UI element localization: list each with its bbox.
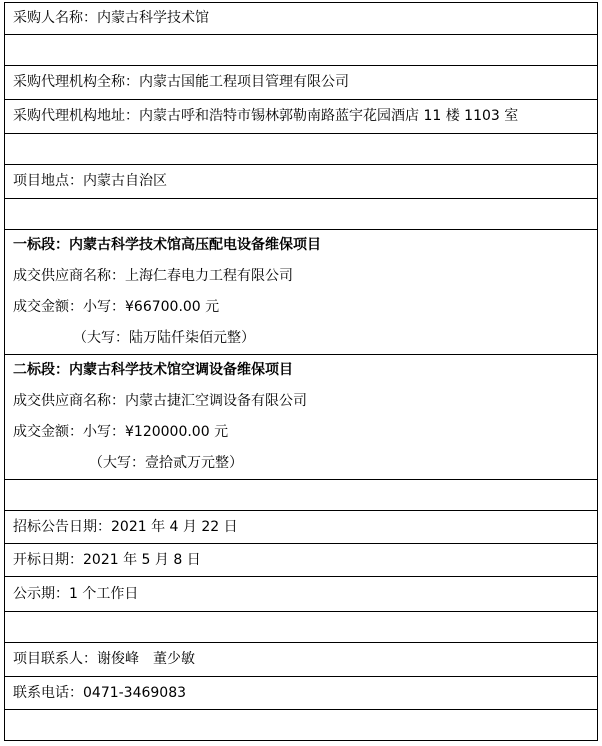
publicity-period-row <box>5 577 597 612</box>
empty-row <box>5 612 597 643</box>
lot1-supplier: 成交供应商名称：上海仁春电力工程有限公司 <box>13 268 293 284</box>
publicity-period-text: 公示期：1 个工作日 <box>13 586 139 602</box>
empty-row <box>5 35 597 66</box>
empty-row <box>5 199 597 230</box>
phone-row <box>5 677 597 710</box>
agent-address-row <box>5 100 597 134</box>
agent-name-text: 采购代理机构全称：内蒙古国能工程项目管理有限公司 <box>13 74 349 90</box>
announcement-table <box>4 2 598 741</box>
lot1-title: 一标段：内蒙古科学技术馆高压配电设备维保项目 <box>13 237 321 253</box>
announce-date-text: 招标公告日期：2021 年 4 月 22 日 <box>13 519 238 535</box>
agent-name-row <box>5 66 597 100</box>
empty-row <box>5 134 597 165</box>
contacts-row <box>5 643 597 677</box>
project-location-row <box>5 165 597 199</box>
lot2-supplier: 成交供应商名称：内蒙古捷汇空调设备有限公司 <box>13 393 307 409</box>
open-date-row <box>5 544 597 577</box>
empty-row <box>5 480 597 511</box>
lot2-section <box>5 355 597 480</box>
lot2-title: 二标段：内蒙古科学技术馆空调设备维保项目 <box>13 362 293 378</box>
lot1-amount-big: （大写：陆万陆仟柒佰元整） <box>73 330 255 346</box>
purchaser-row <box>5 3 597 35</box>
lot2-amount-small: 成交金额：小写：¥120000.00 元 <box>13 424 229 440</box>
phone-text: 联系电话：0471-3469083 <box>13 685 187 701</box>
purchaser-text: 采购人名称：内蒙古科学技术馆 <box>13 10 209 26</box>
announce-date-row <box>5 511 597 544</box>
project-location-text: 项目地点：内蒙古自治区 <box>13 173 167 189</box>
open-date-text: 开标日期：2021 年 5 月 8 日 <box>13 552 201 568</box>
lot1-section <box>5 230 597 355</box>
lot2-amount-big: （大写：壹拾贰万元整） <box>89 455 243 471</box>
contacts-text: 项目联系人：谢俊峰 董少敏 <box>13 651 195 667</box>
empty-row <box>5 710 597 741</box>
agent-address-text: 采购代理机构地址：内蒙古呼和浩特市锡林郭勒南路蓝宇花园酒店 11 楼 1103 室 <box>13 108 519 124</box>
lot1-amount-small: 成交金额：小写：¥66700.00 元 <box>13 299 220 315</box>
